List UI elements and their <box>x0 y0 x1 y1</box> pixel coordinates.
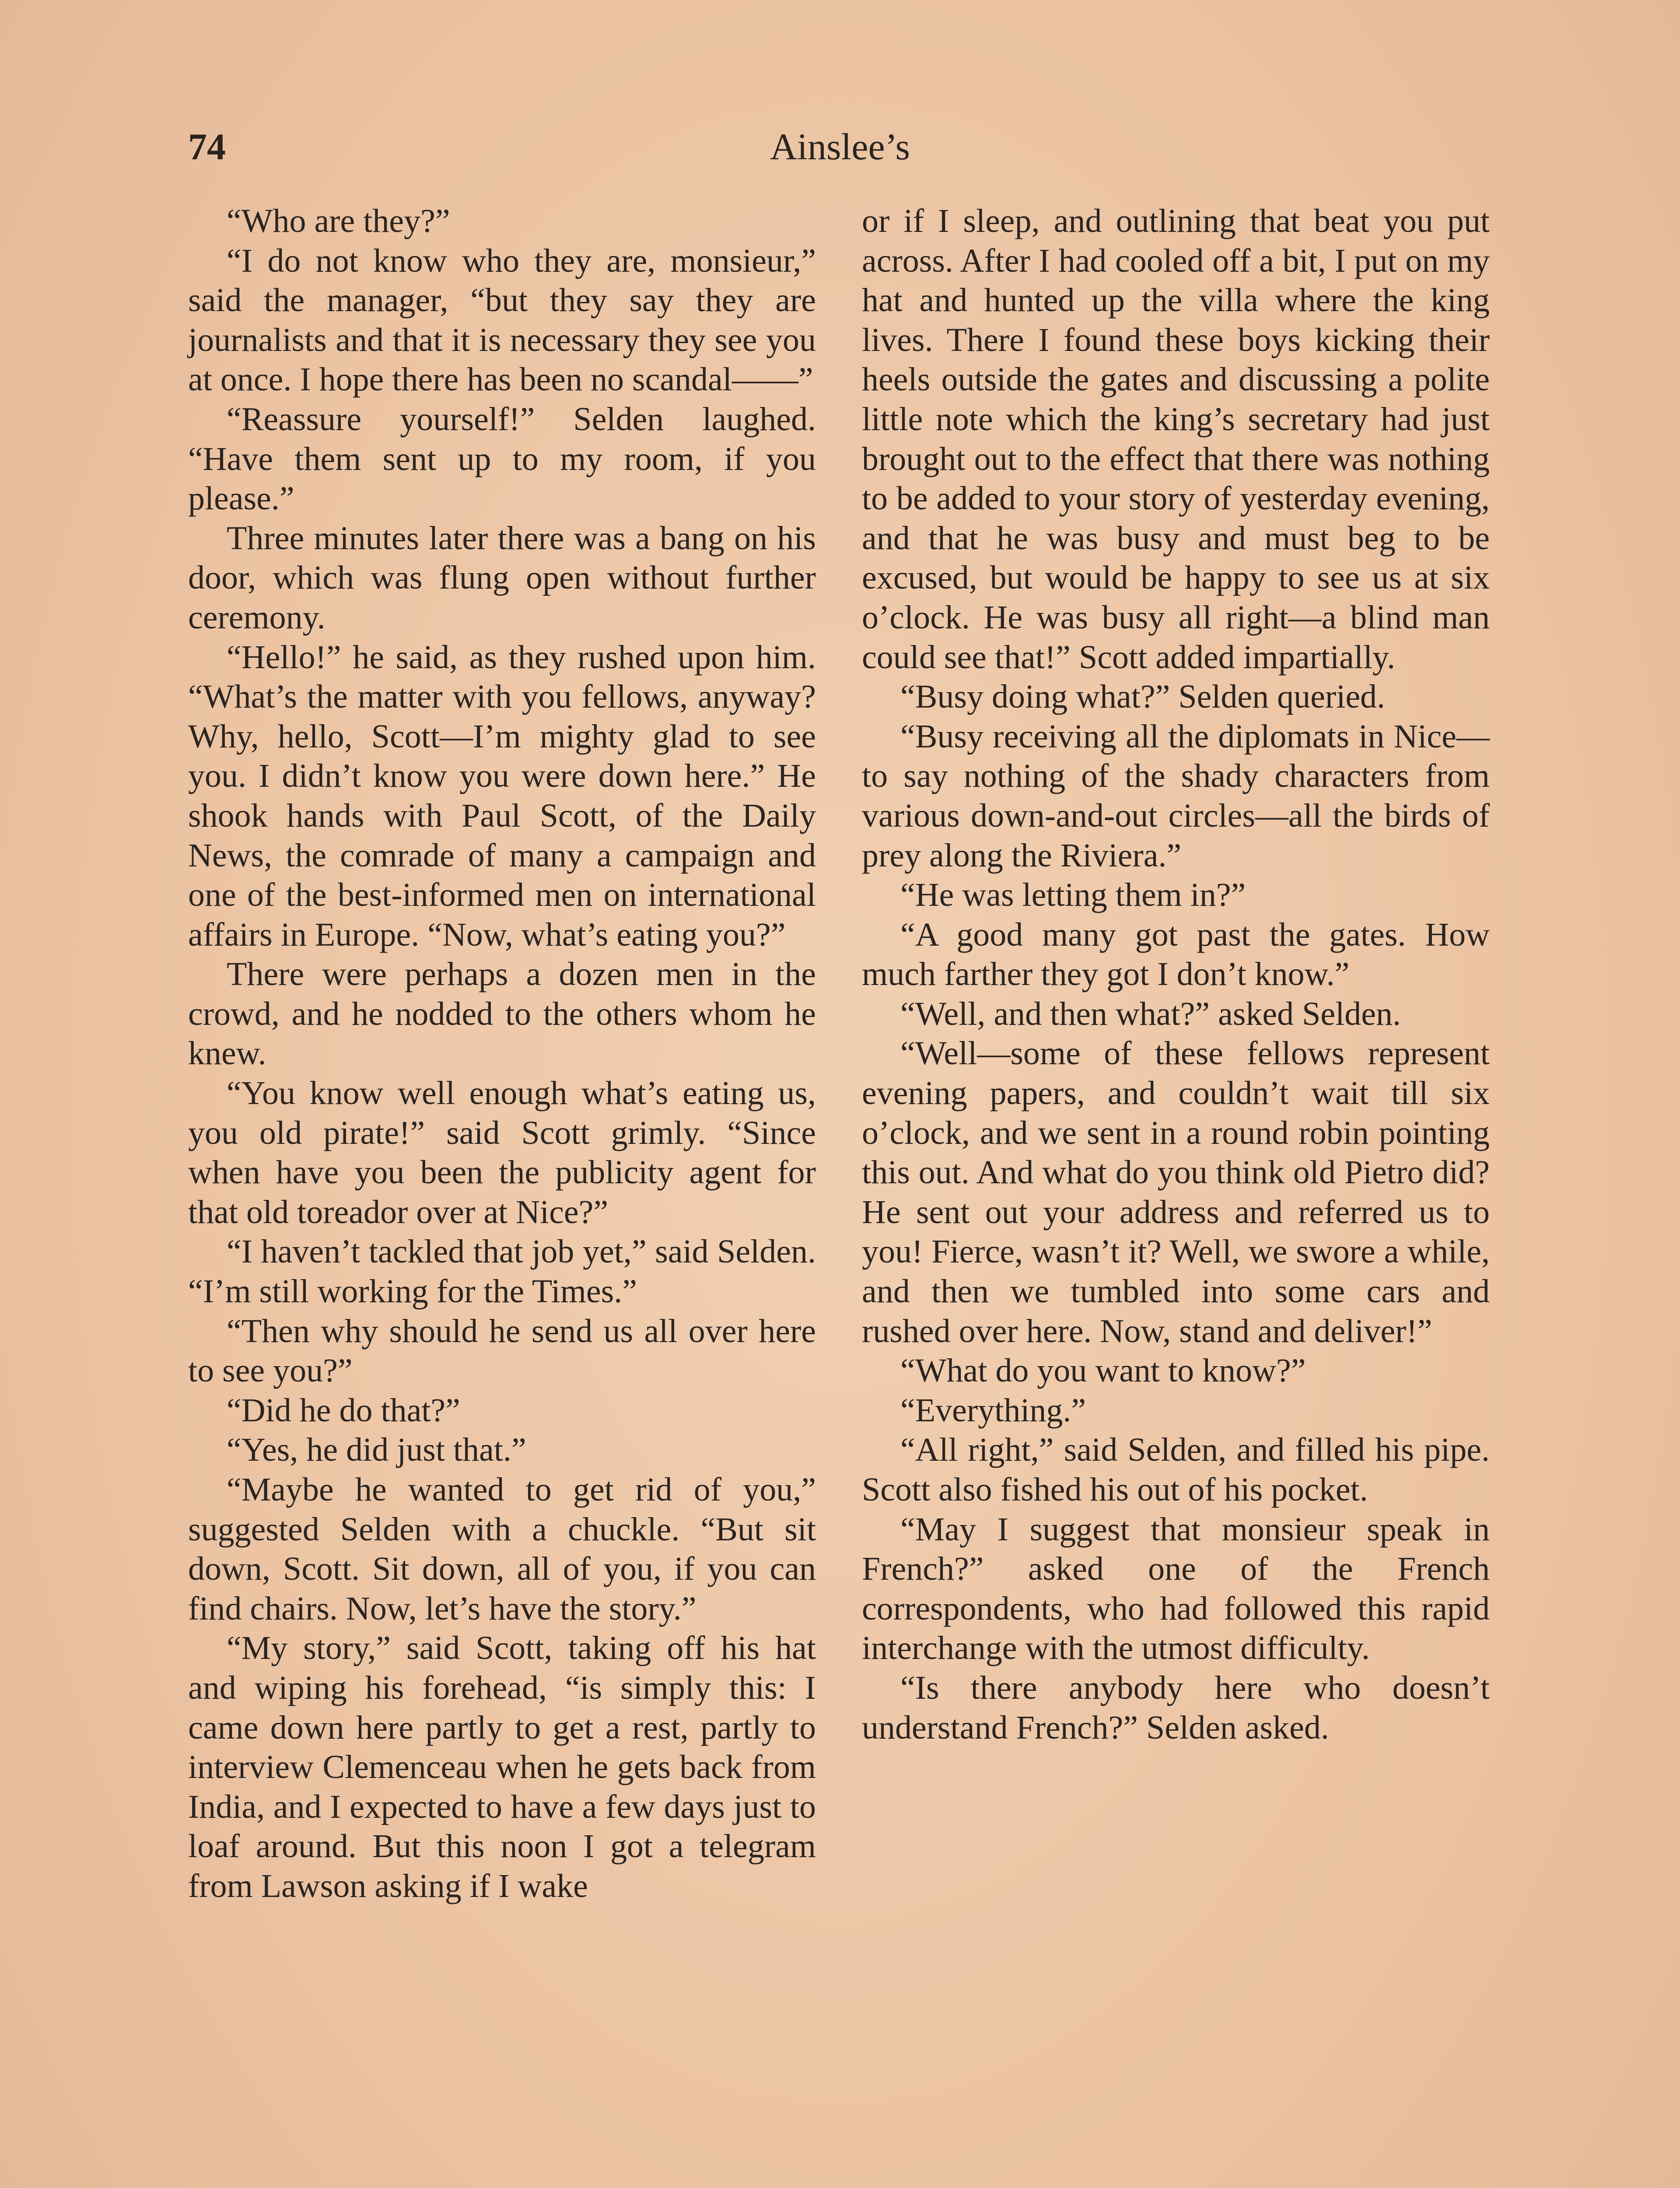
text-column-left <box>188 201 816 1906</box>
page-header <box>188 118 1492 175</box>
paragraph: “He was letting them in?” <box>900 877 1246 914</box>
paragraph-continued: or if I sleep, and outlining that beat you put across. After I had cooled off a bit, I put on my hat and hunted up the villa where the king lives. There I found these boys kicking their heels outside the gates and discussing a polite little note which the king’s secretary had just brought out to the effect that there was nothing to be added to your story of yesterday evening, and that he was busy and must beg to be excused, but would be happy to see us at six o’clock. He was busy all right—a blind man could see that!” Scott added impartially. <box>862 203 1490 676</box>
paragraph: “I do not know who they are, monsieur,” said the manager, “but they say they are journalists and that it is necessary they see you at once. I hope there has been no scandal——” <box>188 242 816 398</box>
paragraph: “My story,” said Scott, taking off his hat and wiping his forehead, “is simply this: I came down here partly to get a rest, partly to interview Clemenceau when he gets back from India, and I expected to have a few days just to loaf around. But this noon I got a telegram from Lawson asking if I wake <box>188 1630 816 1904</box>
paragraph: “Is there anybody here who doesn’t understand French?” Selden asked. <box>862 1669 1490 1746</box>
paragraph: “Did he do that?” <box>227 1392 460 1429</box>
paragraph: “Then why should he send us all over here to see you?” <box>188 1312 816 1389</box>
paragraph: “Hello!” he said, as they rushed upon him. “What’s the matter with you fellows, anyway? Why, hello, Scott—I’m mighty glad to see you. I didn’t know you were down here.” He shook hands with Paul Scott, of the Daily News, the comrade of many a campaign and one of the best-informed men on international affairs in Europe. “Now, what’s eating you?” <box>188 638 816 953</box>
page-number: 74 <box>188 126 226 168</box>
paragraph: “A good many got past the gates. How much farther they got I don’t know.” <box>862 916 1490 993</box>
paragraph: There were perhaps a dozen men in the crowd, and he nodded to the others whom he knew. <box>188 956 816 1072</box>
text-column-right <box>862 201 1490 1747</box>
paragraph: “Well—some of these fellows represent evening papers, and couldn’t wait till six o’clock, and we sent in a round robin pointing this out. And what do you think old Pietro did? He sent out your address and referred us to you! Fierce, wasn’t it? Well, we swore a while, and then we tumbled into some cars and rushed over here. Now, stand and deliver!” <box>862 1035 1490 1350</box>
paragraph: “Yes, he did just that.” <box>227 1431 526 1469</box>
paragraph: Three minutes later there was a bang on his door, which was flung open without further ceremony. <box>188 519 816 636</box>
paragraph: “Reassure yourself!” Selden laughed. “Have them sent up to my room, if you please.” <box>188 400 816 517</box>
paragraph: “Who are they?” <box>227 203 450 239</box>
paragraph: “Busy doing what?” Selden queried. <box>900 678 1386 715</box>
paragraph: “May I suggest that monsieur speak in French?” asked one of the French correspondents, who had followed this rapid interchange with the utmost difficulty. <box>862 1511 1490 1667</box>
paragraph: “Well, and then what?” asked Selden. <box>900 995 1401 1032</box>
paragraph: “Busy receiving all the diplomats in Nice—to say nothing of the shady characters from various down-and-out circles—all the birds of prey along the Riviera.” <box>862 718 1490 874</box>
paragraph: “All right,” said Selden, and filled his pipe. Scott also fished his out of his pocket. <box>862 1431 1490 1508</box>
paragraph: “What do you want to know?” <box>900 1352 1306 1389</box>
paragraph: “Everything.” <box>900 1392 1086 1429</box>
paragraph: “I haven’t tackled that job yet,” said Selden. “I’m still working for the Times.” <box>188 1233 816 1310</box>
paragraph: “Maybe he wanted to get rid of you,” suggested Selden with a chuckle. “But sit down, Scott. Sit down, all of you, if you can find chairs. Now, let’s have the story.” <box>188 1471 816 1627</box>
paragraph: “You know well enough what’s eating us, you old pirate!” said Scott grimly. “Since when have you been the publicity agent for that old toreador over at Nice?” <box>188 1075 816 1231</box>
running-head: Ainslee’s <box>770 126 910 168</box>
